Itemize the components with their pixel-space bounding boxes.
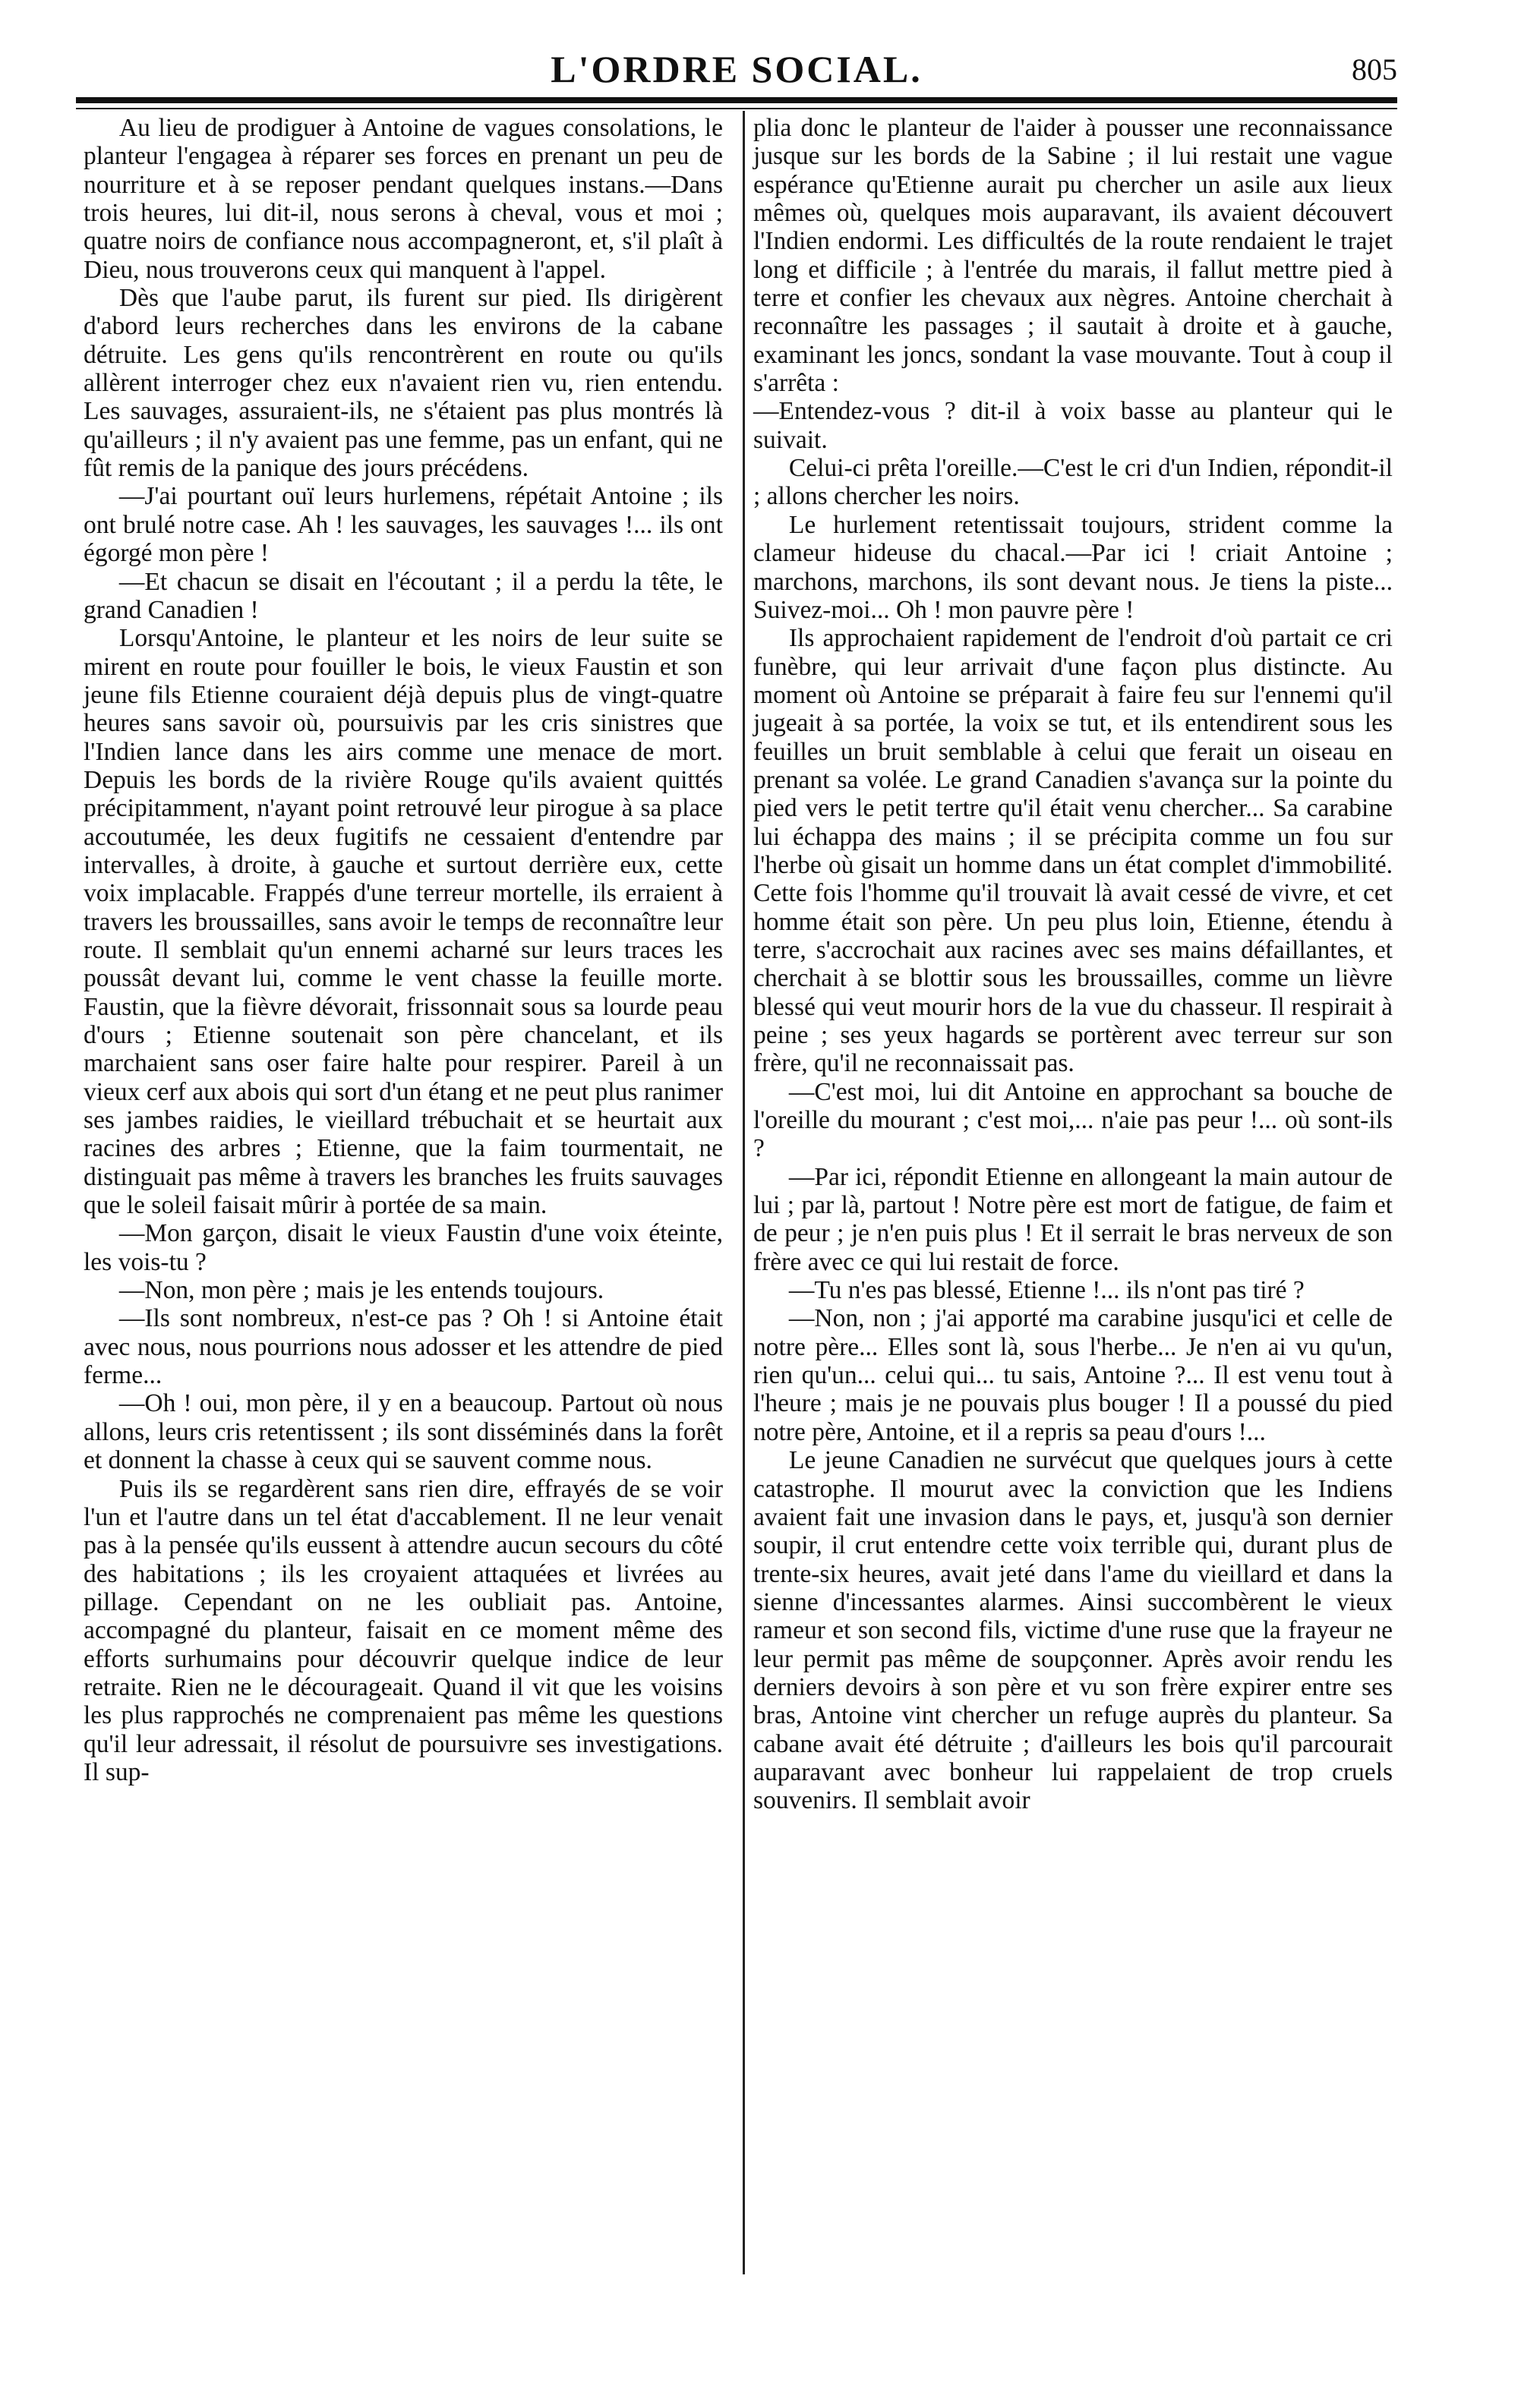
paragraph: —C'est moi, lui dit Antoine en approchant sa bouche de l'oreille du mourant ; c'est moi,... n'aie pas peur !... où sont-ils ? xyxy=(753,1077,1393,1163)
paragraph: Au lieu de prodiguer à Antoine de vagues consolations, le planteur l'engagea à réparer ses forces en prenant un peu de nourriture et à se reposer pendant quelques instans.—Dans trois heures, lui dit-il, nous serons à cheval, vous et moi ; quatre noirs de confiance nous accompagneront, et, s'il plaît à Dieu, nous trouverons ceux qui manquent à l'appel. xyxy=(84,114,723,284)
paragraph: Puis ils se regardèrent sans rien dire, effrayés de se voir l'un et l'autre dans un tel état d'accablement. Il ne leur venait pas à la pensée qu'ils eussent à attendre aucun secours du côté des habitations ; ils les croyaient attaquées et livrées au pillage. Cependant on ne les oubliait pas. Antoine, accompagné du planteur, faisait en ce moment même des efforts surhumains pour découvrir quelque indice de leur retraite. Rien ne le décourageait. Quand il vit que les voisins les plus rapprochés ne comprenaient pas même les questions qu'il leur adressait, il résolut de poursuivre ses investigations. Il sup- xyxy=(84,1474,723,1786)
paragraph: —Ils sont nombreux, n'est-ce pas ? Oh ! si Antoine était avec nous, nous pourrions nous adosser et les attendre de pied ferme... xyxy=(84,1304,723,1390)
paragraph: Le hurlement retentissait toujours, strident comme la clameur hideuse du chacal.—Par ici ! criait Antoine ; marchons, marchons, ils sont devant nous. Je tiens la piste... Suivez-moi... Oh ! mon pauvre père ! xyxy=(753,510,1393,624)
page-header xyxy=(76,47,1397,93)
paragraph: —Et chacun se disait en l'écoutant ; il a perdu la tête, le grand Canadien ! xyxy=(84,567,723,624)
paragraph: —Oh ! oui, mon père, il y en a beaucoup. Partout où nous allons, leurs cris retentissent ; ils sont disséminés dans la forêt et donnent la chasse à ceux qui se sauvent comme nous. xyxy=(84,1389,723,1475)
page-number: 805 xyxy=(1352,52,1397,87)
left-column xyxy=(84,114,723,1786)
paragraph: —Non, mon père ; mais je les entends toujours. xyxy=(118,1276,604,1305)
paragraph: —Entendez-vous ? dit-il à voix basse au planteur qui le suivait. xyxy=(753,397,1393,454)
header-rule-thin xyxy=(76,108,1397,109)
paragraph: —Non, non ; j'ai apporté ma carabine jusqu'ici et celle de notre père... Elles sont là, sous l'herbe... Je n'en ai vu qu'un, rien qu'un... celui qui... tu sais, Antoine ?... Il est venu tout à l'heure ; mais je ne pouvais plus bouger ! Il a poussé du pied notre père, Antoine, et il a repris sa peau d'ours !... xyxy=(753,1304,1393,1446)
paragraph: Le jeune Canadien ne survécut que quelques jours à cette catastrophe. Il mourut avec la conviction que les Indiens avaient fait une invasion dans le pays, et, jusqu'à son dernier soupir, il crut entendre cette voix terrible qui, durant plus de trente-six heures, avait jeté dans l'ame du vieillard et dans la sienne d'incessantes alarmes. Ainsi succombèrent le vieux rameur et son second fils, victime d'une ruse que la frayeur ne leur permit pas même de soupçonner. Après avoir rendu les derniers devoirs à son père et vu son frère expirer entre ses bras, Antoine vint chercher un refuge auprès du planteur. Sa cabane avait été détruite ; d'ailleurs les bois qu'il parcourait auparavant avec bonheur lui rappelaient de trop cruels souvenirs. Il semblait avoir xyxy=(753,1446,1393,1815)
paragraph: Dès que l'aube parut, ils furent sur pied. Ils dirigèrent d'abord leurs recherches dans les environs de la cabane détruite. Les gens qu'ils rencontrèrent en route ou qu'ils allèrent interroger chez eux n'avaient rien vu, rien entendu. Les sauvages, assuraient-ils, ne s'étaient pas plus montrés là qu'ailleurs ; il n'y avaient pas une femme, pas un enfant, qui ne fût remis de la panique des jours précédens. xyxy=(84,284,723,483)
paragraph: Lorsqu'Antoine, le planteur et les noirs de leur suite se mirent en route pour fouiller le bois, le vieux Faustin et son jeune fils Etienne couraient déjà depuis plus de vingt-quatre heures sans savoir où, poursuivis par les cris sinistres que l'Indien lance dans les airs comme une menace de mort. Depuis les bords de la rivière Rouge qu'ils avaient quittés précipitamment, n'ayant point retrouvé leur pirogue à sa place accoutumée, les deux fugitifs ne cessaient d'entendre par intervalles, à droite, à gauche et surtout derrière eux, cette voix implacable. Frappés d'une terreur mortelle, ils erraient à travers les broussailles, sans avoir le temps de reconnaître leur route. Il semblait qu'un ennemi acharné sur leurs traces les poussât devant lui, comme le vent chasse la feuille morte. Faustin, que la fièvre dévorait, frissonnait sous sa lourde peau d'ours ; Etienne soutenait son père chancelant, et ils marchaient sans oser faire halte pour respirer. Pareil à un vieux cerf aux abois qui sort d'un étang et ne peut plus ranimer ses jambes raidies, le vieillard trébuchait et se heurtait aux racines des arbres ; Etienne, que la faim tourmentait, ne distinguait pas même à travers les branches les fruits sauvages que le soleil faisait mûrir à portée de sa main. xyxy=(84,624,723,1220)
paragraph: plia donc le planteur de l'aider à pousser une reconnaissance jusque sur les bords de la Sabine ; il lui restait une vague espérance qu'Etienne aurait pu chercher un asile aux lieux mêmes où, quelques mois auparavant, ils avaient découvert l'Indien endormi. Les difficultés de la route rendaient le trajet long et difficile ; à l'entrée du marais, il fallut mettre pied à terre et confier les chevaux aux nègres. Antoine cherchait à reconnaître les passages ; il sautait à droite et à gauche, examinant les joncs, sondant la vase mouvante. Tout à coup il s'arrêta : xyxy=(753,114,1393,398)
column-divider xyxy=(743,111,745,2274)
paragraph: Ils approchaient rapidement de l'endroit d'où partait ce cri funèbre, qui leur arrivait d'une façon plus distincte. Au moment où Antoine se préparait à faire feu sur l'ennemi qu'il jugeait à sa portée, la voix se tut, et ils entendirent sous les feuilles un bruit semblable à celui que ferait un oiseau en prenant sa volée. Le grand Canadien s'avança sur la pointe du pied vers le petit tertre qu'il était venu chercher... Sa carabine lui échappa des mains ; il se précipita comme un fou sur l'herbe où gisait un homme dans un état complet d'immobilité. Cette fois l'homme qu'il trouvait là avait cessé de vivre, et cet homme était son père. Un peu plus loin, Etienne, étendu à terre, s'accrochait aux racines avec ses mains défaillantes, et cherchait à se blottir sous les broussailles, comme un lièvre blessé qui veut mourir hors de la vue du chasseur. Il respirait à peine ; ses yeux hagards se portèrent avec terreur sur son frère, qu'il ne reconnaissait pas. xyxy=(753,624,1393,1078)
paragraph: Celui-ci prêta l'oreille.—C'est le cri d'un Indien, répondit-il ; allons chercher les noirs. xyxy=(753,454,1393,511)
paragraph: —J'ai pourtant ouï leurs hurlemens, répétait Antoine ; ils ont brulé notre case. Ah ! les sauvages, les sauvages !... ils ont égorgé mon père ! xyxy=(84,482,723,568)
paragraph: —Tu n'es pas blessé, Etienne !... ils n'ont pas tiré ? xyxy=(788,1276,1305,1305)
running-title: L'ORDRE SOCIAL. xyxy=(551,48,923,90)
paragraph: —Mon garçon, disait le vieux Faustin d'une voix éteinte, les vois-tu ? xyxy=(84,1219,723,1276)
header-rule-thick xyxy=(76,97,1397,103)
right-column xyxy=(753,114,1393,1815)
paragraph: —Par ici, répondit Etienne en allongeant la main autour de lui ; par là, partout ! Notre père est mort de fatigue, de faim et de peur ; je n'en puis plus ! Et il serrait le bras nerveux de son frère avec ce qui lui restait de force. xyxy=(753,1162,1393,1276)
